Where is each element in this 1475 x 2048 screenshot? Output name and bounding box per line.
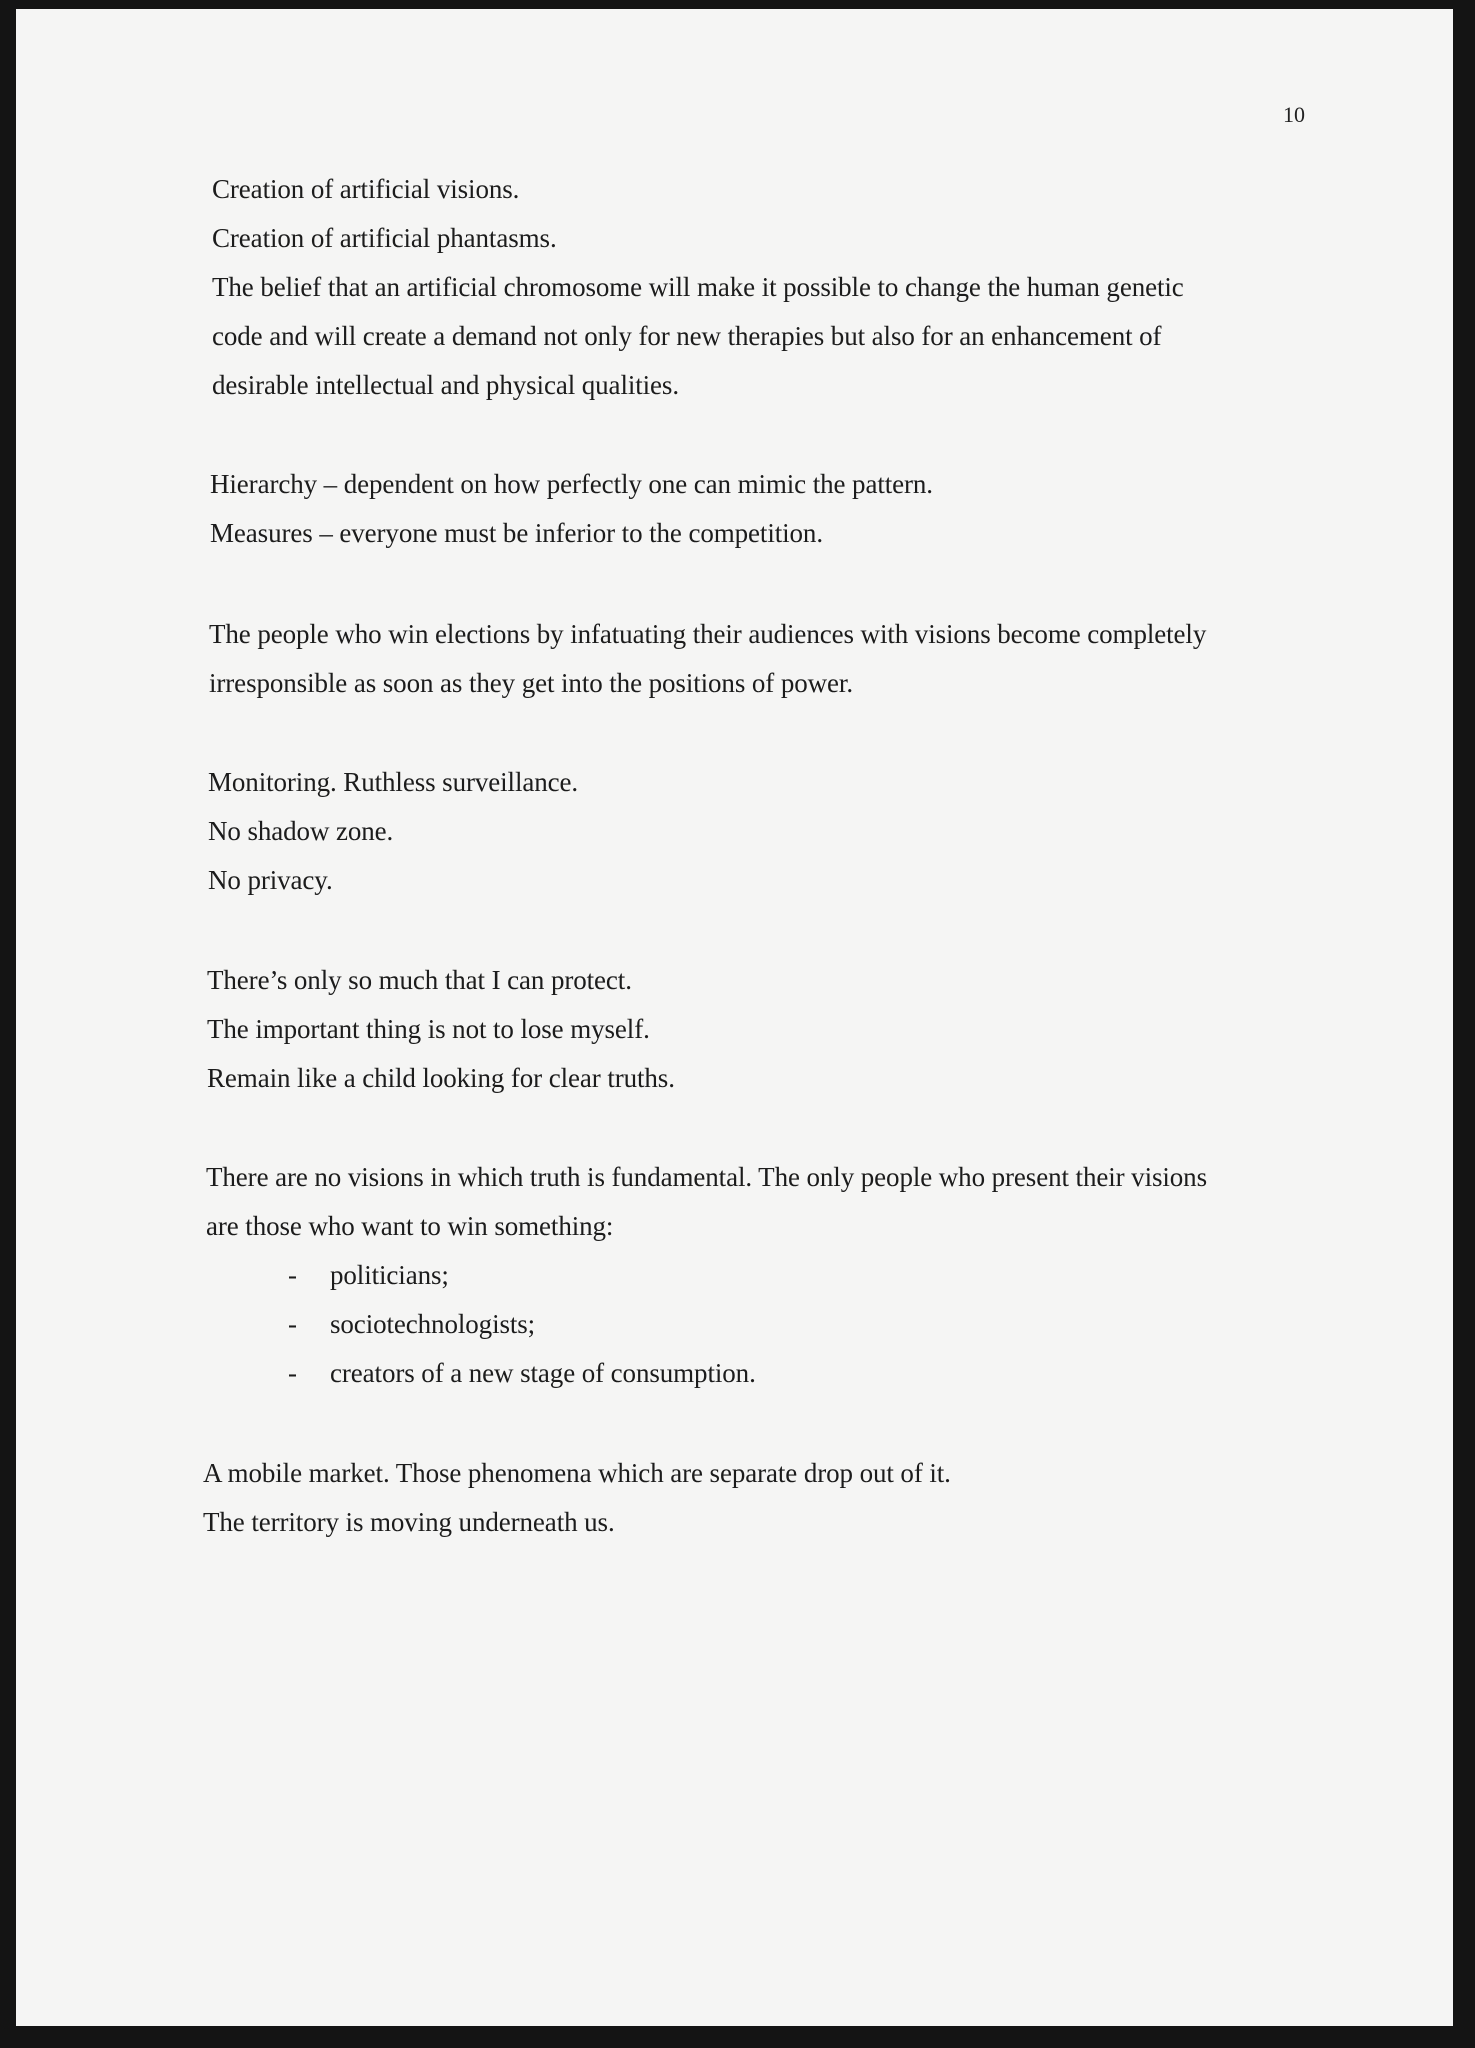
bullet-text: sociotechnologists; [330,1309,536,1339]
text-line: No shadow zone. [208,816,394,846]
bullet-text: politicians; [330,1260,449,1290]
text-line: Hierarchy – dependent on how perfectly one can mimic the pattern. [210,469,933,499]
text-line: Remain like a child looking for clear truths. [207,1063,675,1093]
text-line: Measures – everyone must be inferior to the competition. [210,518,823,548]
dash-bullet-icon: - [288,1309,297,1339]
text-line: There are no visions in which truth is fundamental. The only people who present their visions [206,1162,1207,1192]
document-page [16,9,1453,2026]
dash-bullet-icon: - [288,1260,297,1290]
text-line: code and will create a demand not only for new therapies but also for an enhancement of [212,321,1162,351]
text-line: are those who want to win something: [206,1211,614,1241]
text-line: There’s only so much that I can protect. [207,965,632,995]
bullet-text: creators of a new stage of consumption. [330,1358,756,1388]
text-line: desirable intellectual and physical qualities. [212,370,679,400]
text-line: A mobile market. Those phenomena which are separate drop out of it. [203,1458,951,1488]
text-line: No privacy. [208,865,333,895]
text-line: The territory is moving underneath us. [203,1507,615,1537]
dash-bullet-icon: - [288,1358,297,1388]
text-line: Creation of artificial visions. [212,174,520,204]
text-line: The important thing is not to lose myself. [207,1014,650,1044]
text-line: Monitoring. Ruthless surveillance. [208,767,579,797]
text-line: The people who win elections by infatuating their audiences with visions become completely [209,619,1207,649]
text-line: irresponsible as soon as they get into the positions of power. [209,668,853,698]
text-line: The belief that an artificial chromosome will make it possible to change the human genetic [212,272,1184,302]
page-number: 10 [1283,102,1305,127]
text-line: Creation of artificial phantasms. [212,223,557,253]
